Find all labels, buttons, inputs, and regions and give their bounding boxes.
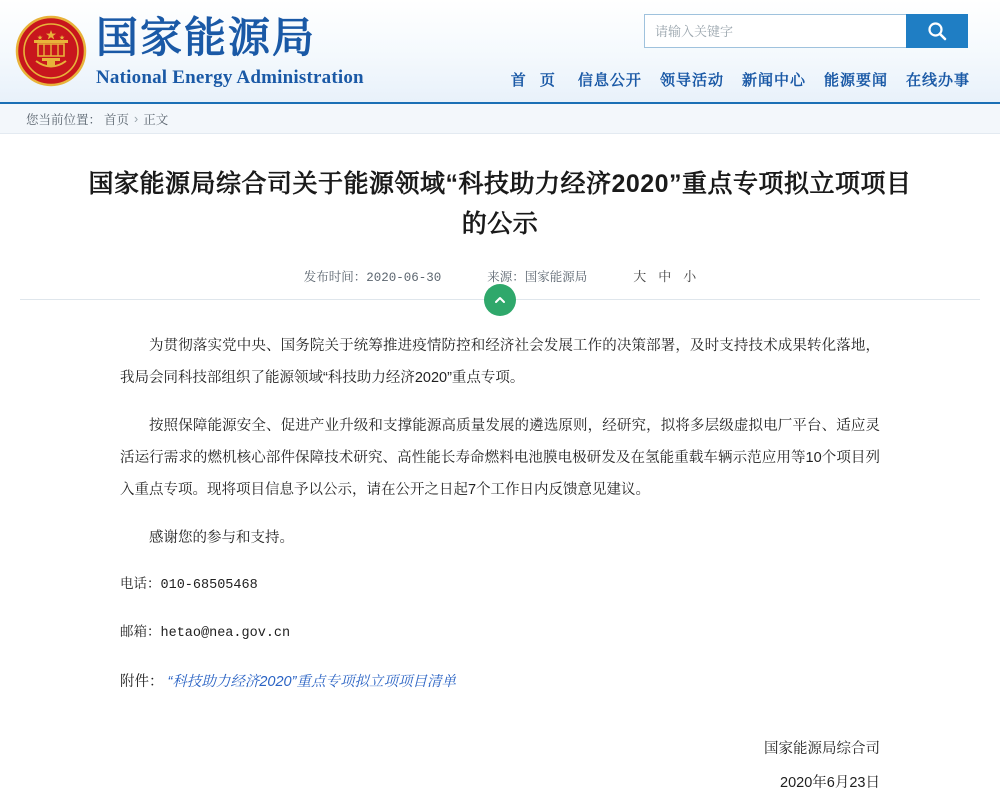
nav-item-energy-headlines[interactable]: 能源要闻 [823, 72, 888, 89]
search-input[interactable] [644, 14, 906, 48]
nav-item-home[interactable]: 首 页 [510, 72, 560, 89]
breadcrumb-separator: › [134, 111, 139, 126]
article-paragraph-2: 按照保障能源安全、促进产业升级和支撑能源高质量发展的遴选原则，经研究，拟将多层级虚拟电厂平台、适应灵活运行需求的燃机核心部件保障技术研究、高性能长寿命燃料电池膜电极研发及在氢能重载车辆示范应用等10个项目列入重点专项。现将项目信息予以公示，请在公开之日起7个工作日内反馈意见建议。 [120, 418, 880, 498]
breadcrumb [0, 104, 1000, 134]
signature-org: 国家能源局综合司 [764, 741, 880, 757]
nav-item-online-services[interactable]: 在线办事 [905, 72, 970, 89]
article-signature [20, 732, 880, 800]
publish-time: 发布时间：2020-06-30 [303, 270, 442, 285]
signature-date: 2020年6月23日 [780, 775, 880, 791]
national-emblem-icon [14, 14, 88, 88]
article [0, 164, 1000, 800]
meta-divider [20, 299, 980, 300]
font-size-controls [633, 266, 696, 285]
site-name-en: National Energy Administration [96, 67, 364, 88]
article-body [120, 330, 880, 698]
font-size-large[interactable]: 大 [633, 269, 647, 284]
contact-email: 邮箱：hetao@nea.gov.cn [120, 626, 291, 641]
main-nav [511, 69, 970, 90]
search-button[interactable] [906, 14, 968, 48]
article-paragraph-3: 感谢您的参与和支持。 [149, 530, 294, 546]
breadcrumb-item-home[interactable]: 首页 [104, 112, 130, 127]
contact-phone: 电话：010-68505468 [120, 578, 258, 593]
scroll-to-top-button[interactable] [484, 284, 516, 316]
search-icon [926, 20, 948, 42]
nav-item-info-disclosure[interactable]: 信息公开 [577, 72, 642, 89]
site-header [0, 0, 1000, 104]
font-size-small[interactable]: 小 [683, 269, 697, 284]
breadcrumb-prefix: 您当前位置： [26, 112, 102, 127]
nav-item-news-center[interactable]: 新闻中心 [741, 72, 806, 89]
article-paragraph-1: 为贯彻落实党中央、国务院关于统筹推进疫情防控和经济社会发展工作的决策部署，及时支持技术成果转化落地，我局会同科技部组织了能源领域“科技助力经济2020”重点专项。 [120, 338, 880, 386]
attachment-link[interactable]: “科技助力经济2020”重点专项拟立项项目清单 [167, 674, 456, 690]
site-brand[interactable] [96, 16, 364, 90]
article-meta [20, 266, 980, 285]
article-source: 来源：国家能源局 [487, 270, 588, 285]
chevron-up-icon [492, 292, 508, 308]
font-size-medium[interactable]: 中 [658, 269, 672, 284]
site-name-cn: 国家能源局 [96, 16, 317, 62]
breadcrumb-item-article[interactable]: 正文 [143, 112, 169, 127]
search-bar [644, 14, 968, 48]
nav-item-leader-activities[interactable]: 领导活动 [659, 72, 724, 89]
attachment-row [120, 666, 880, 698]
attachment-label: 附件： [120, 674, 164, 690]
page-title: 国家能源局综合司关于能源领域“科技助力经济2020”重点专项拟立项项目的公示 [88, 170, 912, 238]
